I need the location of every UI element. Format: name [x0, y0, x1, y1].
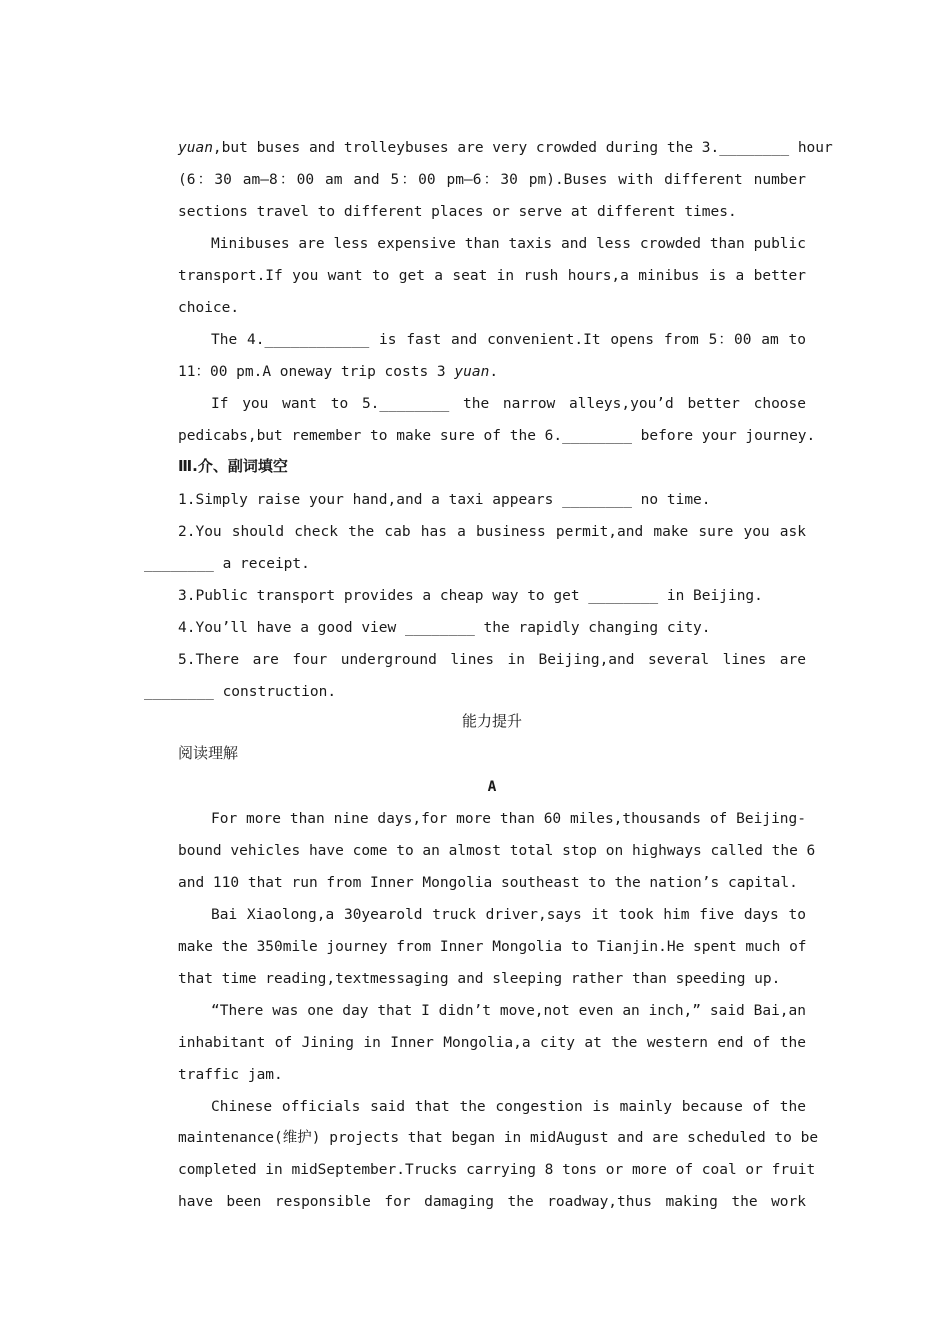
exercise-item: 1.Simply raise your hand,and a taxi appears ________ no time.: [178, 492, 711, 508]
exercise-item: 2.You should check the cab has a business permit,and make sure you ask: [178, 524, 806, 540]
passage-line: and 110 that run from Inner Mongolia southeast to the nation’s capital.: [178, 875, 798, 891]
italic-word: yuan: [178, 140, 213, 156]
passage-line: traffic jam.: [178, 1067, 283, 1083]
subsection-title: 阅读理解: [178, 744, 239, 762]
passage-line: choice.: [178, 300, 240, 316]
passage-line: (6：30 am—8：00 am and 5：00 pm—6：30 pm).Buses with different number: [178, 172, 806, 188]
passage-line: The 4.____________ is fast and convenient.It opens from 5：00 am to: [211, 332, 806, 348]
passage-line: have been responsible for damaging the roadway,thus making the work: [178, 1194, 806, 1210]
passage-line: If you want to 5.________ the narrow alleys,you’d better choose: [211, 396, 806, 412]
exercise-item: 4.You’ll have a good view ________ the rapidly changing city.: [178, 620, 711, 636]
passage-line: Bai Xiaolong,a 30yearold truck driver,says it took him five days to: [211, 907, 806, 923]
passage-line: transport.If you want to get a seat in rush hours,a minibus is a better: [178, 268, 806, 284]
passage-label: A: [487, 779, 497, 795]
exercise-item-continued: ________ construction.: [144, 684, 337, 700]
italic-word: yuan: [454, 364, 490, 380]
passage-line: completed in midSeptember.Trucks carrying 8 tons or more of coal or fruit: [178, 1162, 816, 1178]
passage-line: For more than nine days,for more than 60 miles,thousands of Beijing-: [211, 811, 806, 827]
passage-line: “There was one day that I didn’t move,not even an inch,” said Bai,an: [211, 1003, 806, 1019]
passage-line: Minibuses are less expensive than taxis and less crowded than public: [211, 236, 806, 252]
section-heading: Ⅲ.介、副词填空: [178, 457, 288, 475]
passage-line: that time reading,textmessaging and sleeping rather than speeding up.: [178, 971, 781, 987]
passage-line: yuan,but buses and trolleybuses are very crowded during the 3.________ hour: [178, 140, 833, 156]
passage-line: Chinese officials said that the congestion is mainly because of the: [211, 1099, 806, 1115]
passage-line: 11：00 pm.A oneway trip costs 3 yuan.: [178, 364, 499, 380]
passage-line: make the 350mile journey from Inner Mongolia to Tianjin.He spent much of: [178, 939, 807, 955]
passage-line: maintenance(维护) projects that began in midAugust and are scheduled to be: [178, 1130, 819, 1146]
passage-line: sections travel to different places or serve at different times.: [178, 204, 737, 220]
exercise-item: 3.Public transport provides a cheap way to get ________ in Beijing.: [178, 588, 763, 604]
passage-line: bound vehicles have come to an almost total stop on highways called the 6: [178, 843, 816, 859]
passage-line: inhabitant of Jining in Inner Mongolia,a city at the western end of the: [178, 1035, 806, 1051]
section-title: 能力提升: [461, 712, 522, 730]
exercise-item-continued: ________ a receipt.: [144, 556, 310, 572]
passage-line: pedicabs,but remember to make sure of the 6.________ before your journey.: [178, 428, 816, 444]
exercise-item: 5.There are four underground lines in Beijing,and several lines are: [178, 652, 806, 668]
